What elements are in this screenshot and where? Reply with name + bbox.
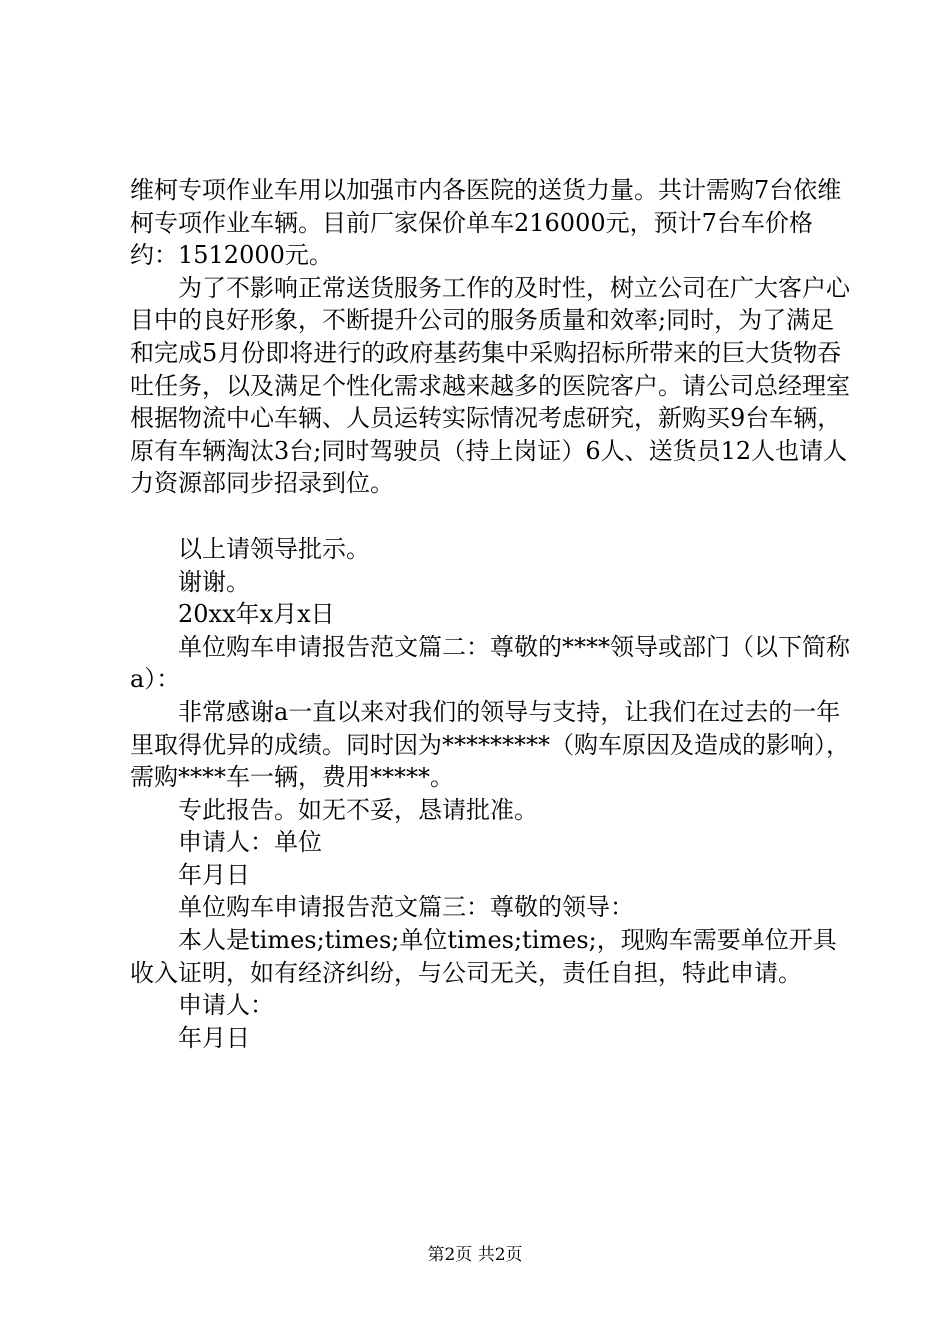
paragraph-sample-three-body: 本人是times;times;单位times;times;，现购车需要单位开具收入证明，如有经济纠纷，与公司无关，责任自担，特此申请。 — [130, 926, 837, 987]
document-body — [130, 174, 850, 1054]
paragraph-applicant: 申请人： — [178, 991, 274, 1020]
paragraph-sample-two-heading: 单位购车申请报告范文篇二：尊敬的****领导或部门（以下简称a）： — [130, 632, 850, 694]
page-footer: 第2页 共2页 — [427, 1245, 523, 1265]
paragraph-sample-two-body: 非常感谢a一直以来对我们的领导与支持，让我们在过去的一年里取得优异的成绩。同时因为*********（购车原因及造成的影响），需购****车一辆，费用*****。 — [130, 697, 850, 792]
paragraph-thanks: 谢谢。 — [178, 567, 250, 596]
paragraph-date-blank-final: 年月日 — [178, 1023, 250, 1052]
paragraph-purchase-reason: 为了不影响正常送货服务工作的及时性，树立公司在广大客户心目中的良好形象，不断提升公司的服务质量和效率;同时，为了满足和完成5月份即将进行的政府基药集中采购招标所带来的巨大货物吞吐任务，以及满足个性化需求越来越多的医院客户。请公司总经理室根据物流中心车辆、人员运转实际情况考虑研究，新购买9台车辆，原有车辆淘汰3台;同时驾驶员（持上岗证）6人、送货员12人也请人力资源部同步招录到位。 — [130, 273, 850, 498]
paragraph-applicant-unit: 申请人：单位 — [178, 828, 322, 857]
paragraph-vehicle-cost: 维柯专项作业车用以加强市内各医院的送货力量。共计需购7台依维柯专项作业车辆。目前厂家保价单车216000元，预计7台车价格约：1512000元。 — [130, 176, 842, 270]
paragraph-request-approval: 以上请领导批示。 — [178, 534, 370, 563]
paragraph-gap — [130, 500, 850, 533]
paragraph-date-blank: 年月日 — [178, 860, 250, 889]
paragraph-sample-two-closing: 专此报告。如无不妥，恳请批准。 — [178, 795, 538, 824]
paragraph-sample-three-heading: 单位购车申请报告范文篇三：尊敬的领导： — [178, 893, 634, 922]
paragraph-date: 20xx年x月x日 — [178, 600, 335, 629]
